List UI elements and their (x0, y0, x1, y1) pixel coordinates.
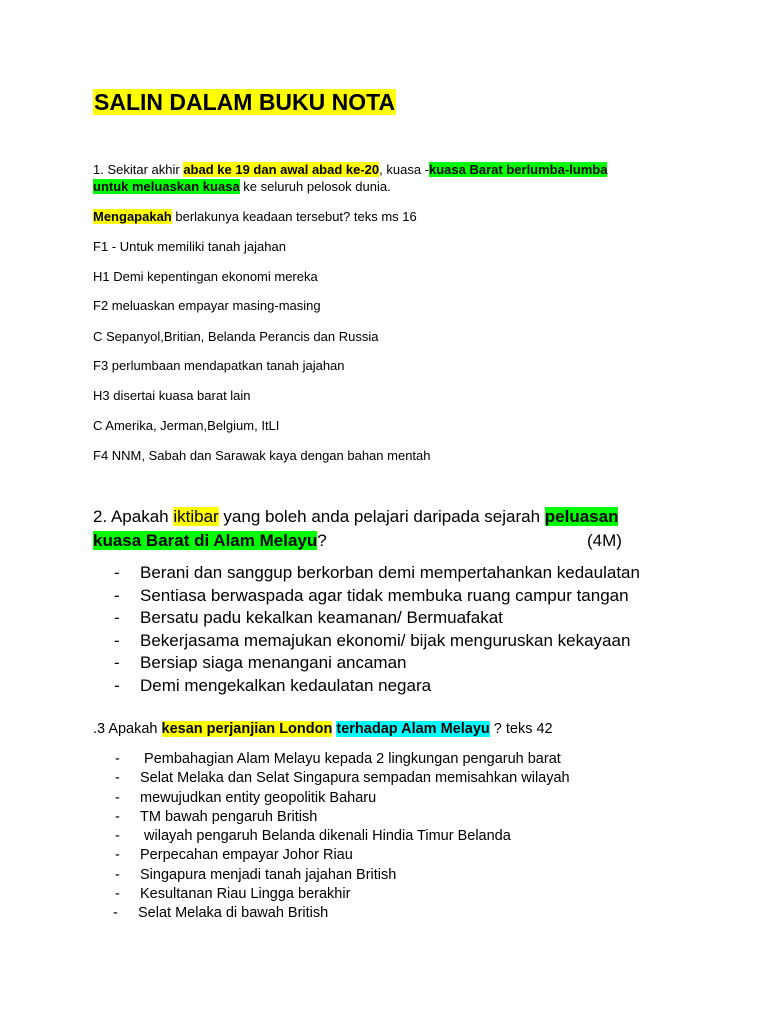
q2-highlight-expansion: peluasan (544, 507, 619, 526)
list-item (114, 630, 640, 653)
list-item (115, 769, 570, 788)
bullet-dash: - (115, 828, 120, 845)
q2-text: 2. Apakah (93, 507, 174, 526)
note-line: F2 meluaskan empayar masing-masing (93, 298, 321, 313)
q1-text: 1. Sekitar akhir (93, 162, 184, 177)
bullet-dash: - (115, 789, 120, 806)
list-item-text: Bersatu padu kekalkan keamanan/ Bermuafakat (140, 608, 503, 628)
bullet-dash: - (113, 905, 118, 922)
q3-highlight-treaty: kesan perjanjian London (161, 721, 333, 737)
list-item (113, 904, 570, 923)
bullet-dash: - (114, 563, 120, 582)
list-item-text: Singapura menjadi tanah jajahan British (140, 866, 397, 883)
list-item (115, 885, 570, 904)
list-item (115, 846, 570, 865)
q1-text: ke seluruh pelosok dunia. (239, 179, 391, 194)
list-item-text: wilayah pengaruh Belanda dikenali Hindia Timur Belanda (140, 828, 511, 845)
bullet-dash: - (115, 751, 120, 767)
list-item-text: Berani dan sanggup berkorban demi mempertahankan kedaulatan (140, 563, 640, 582)
q2-text: yang boleh anda pelajari daripada sejarah (218, 507, 545, 526)
list-item-text: Kesultanan Riau Lingga berakhir (140, 886, 351, 903)
q3-line (93, 720, 553, 739)
q2-highlight-lesson: iktibar (173, 507, 219, 526)
list-item (114, 562, 640, 585)
why-question (93, 208, 417, 225)
q2-line-1 (93, 505, 618, 528)
q3-highlight-malay-world: terhadap Alam Melayu (336, 721, 490, 737)
bullet-dash: - (114, 653, 120, 673)
bullet-dash: - (114, 630, 120, 650)
q2-answer-list (114, 562, 640, 698)
list-item (114, 675, 640, 698)
list-item-text: Selat Melaka dan Selat Singapura sempadan memisahkan wilayah (140, 770, 570, 787)
q3-text: ? teks 42 (489, 721, 553, 737)
q2-line-2 (93, 529, 327, 552)
q2-highlight-western-power: kuasa Barat di Alam Melayu (93, 531, 318, 550)
note-line: C Sepanyol,Britian, Belanda Perancis dan Russia (93, 329, 379, 344)
list-item (114, 652, 640, 675)
list-item-text: Perpecahan empayar Johor Riau (140, 847, 353, 864)
list-item (115, 808, 570, 827)
q1-text: , kuasa - (379, 162, 430, 177)
list-item-text: Bersiap siaga menangani ancaman (140, 653, 407, 673)
bullet-dash: - (115, 866, 120, 883)
bullet-dash: - (115, 770, 120, 787)
bullet-dash: - (115, 886, 120, 903)
q1-line-1 (93, 161, 607, 178)
bullet-dash: - (115, 847, 120, 864)
why-highlight: Mengapakah (93, 209, 172, 224)
list-item (115, 750, 570, 769)
q1-highlight-western-powers: kuasa Barat berlumba-lumba (429, 162, 608, 177)
list-item (114, 607, 640, 630)
list-item-text: Sentiasa berwaspada agar tidak membuka ruang campur tangan (140, 585, 629, 605)
why-text: berlakunya keadaan tersebut? teks ms 16 (171, 209, 417, 224)
page-title: SALIN DALAM BUKU NOTA (94, 89, 396, 115)
bullet-dash: - (114, 608, 120, 628)
list-item-text: Pembahagian Alam Melayu kepada 2 lingkungan pengaruh barat (140, 751, 561, 767)
q1-line-2 (93, 178, 391, 195)
note-line: C Amerika, Jerman,Belgium, ItLI (93, 418, 280, 433)
q3-text: .3 Apakah (93, 721, 162, 737)
q3-answer-list (115, 750, 570, 924)
q2-marks: (4M) (587, 531, 622, 550)
list-item-text: TM bawah pengaruh British (140, 808, 318, 825)
bullet-dash: - (114, 585, 120, 605)
note-line: H1 Demi kepentingan ekonomi mereka (93, 269, 318, 284)
list-item (115, 866, 570, 885)
list-item (115, 789, 570, 808)
list-item-text: Selat Melaka di bawah British (138, 905, 329, 922)
q1-highlight-expand-power: untuk meluaskan kuasa (93, 179, 240, 194)
note-line: F3 perlumbaan mendapatkan tanah jajahan (93, 358, 345, 373)
list-item-text: Bekerjasama memajukan ekonomi/ bijak menguruskan kekayaan (140, 630, 631, 650)
list-item-text: mewujudkan entity geopolitik Baharu (140, 789, 377, 806)
note-line: H3 disertai kuasa barat lain (93, 388, 251, 403)
q1-highlight-century: abad ke 19 dan awal abad ke-20 (183, 162, 380, 177)
note-line: F1 - Untuk memiliki tanah jajahan (93, 239, 286, 254)
list-item (114, 585, 640, 608)
list-item (115, 827, 570, 846)
list-item-text: Demi mengekalkan kedaulatan negara (140, 675, 432, 695)
bullet-dash: - (115, 808, 120, 825)
q2-text: ? (317, 531, 327, 550)
bullet-dash: - (114, 675, 120, 695)
note-line: F4 NNM, Sabah dan Sarawak kaya dengan bahan mentah (93, 448, 431, 463)
